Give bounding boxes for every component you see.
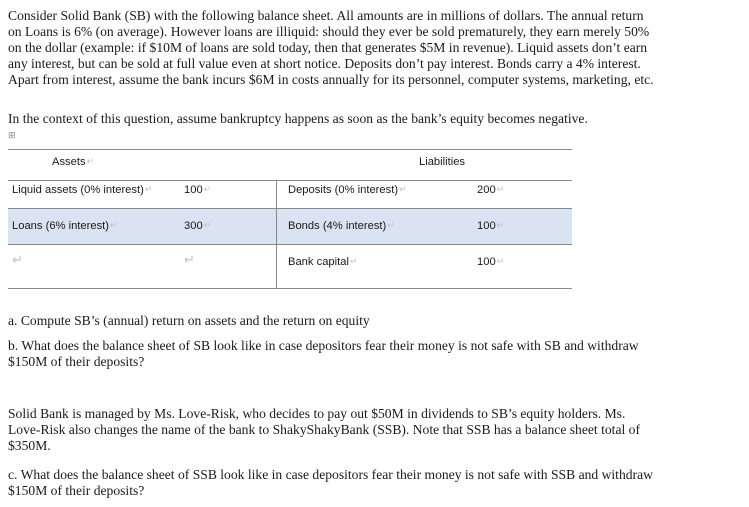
assets-liabilities-divider [276, 181, 277, 289]
question-b-line: $150M of their deposits? [8, 354, 145, 369]
intro-line: Consider Solid Bank (SB) with the following balance sheet. All amounts are in millions of dollars. The annual return [8, 8, 644, 23]
table-row-liability-value: 100↵ [477, 256, 505, 268]
table-row-liability: Bonds (4% interest)↵ [288, 220, 395, 232]
question-c-line: $150M of their deposits? [8, 483, 145, 498]
paragraph-return-icon: ↵ [203, 221, 212, 231]
assets-header: Assets↵ [52, 156, 95, 168]
table-row-asset-value: 300↵ [184, 220, 212, 232]
liabilities-header: Liabilities [419, 156, 466, 168]
table-row-asset-value: 100↵ [184, 184, 212, 196]
table-bottom-rule [8, 288, 572, 289]
balance-sheet-table [8, 143, 572, 289]
intro-line: on Loans is 6% (on average). However loans are illiquid: should they ever be sold prematurely, they earn merely 50% [8, 24, 650, 39]
paragraph-return-icon: ↵ [387, 221, 395, 231]
empty-cell-return-icon: ↵ [184, 253, 195, 268]
paragraph-return-icon: ↵ [86, 157, 95, 167]
paragraph-return-icon: ↵ [349, 257, 358, 267]
intro-line: Apart from interest, assume the bank incurs $6M in costs annually for its personnel, computer systems, marketing, etc. [8, 72, 654, 87]
paragraph-return-icon: ↵ [496, 185, 505, 195]
table-row-liability-value: 200↵ [477, 184, 505, 196]
row-rule [8, 244, 572, 245]
table-top-rule [8, 149, 572, 150]
paragraph-marker-icon: ⊞ [8, 131, 16, 141]
question-b [8, 338, 738, 370]
intro-line: on the dollar (example: if $10M of loans are sold today, then that generates $5M in revenue). Liquid assets don’t earn [8, 40, 648, 55]
table-row-liability: Deposits (0% interest)↵ [288, 184, 407, 196]
empty-cell-return-icon: ↵ [12, 253, 23, 268]
question-c-line: c. What does the balance sheet of SSB look like in case depositors fear their money is not safe with SSB and withdraw [8, 467, 653, 482]
table-row-asset: Loans (6% interest)↵ [12, 220, 118, 232]
paragraph-return-icon: ↵ [496, 257, 505, 267]
paragraph-return-icon: ↵ [399, 185, 407, 195]
table-row-liability-value: 100↵ [477, 220, 505, 232]
paragraph-return-icon: ↵ [203, 185, 212, 195]
row-rule [8, 208, 572, 209]
ssb-paragraph [8, 406, 738, 454]
question-c [8, 467, 738, 499]
header-rule [8, 180, 572, 181]
paragraph-return-icon: ↵ [144, 185, 153, 195]
ssb-line: $350M. [8, 438, 51, 453]
question-a: a. Compute SB’s (annual) return on assets and the return on equity [8, 313, 370, 328]
bankruptcy-note: In the context of this question, assume bankruptcy happens as soon as the bank’s equity becomes negative. [8, 111, 588, 126]
ssb-line: Love-Risk also changes the name of the bank to ShakyShakyBank (SSB). Note that SSB has a balance sheet total of [8, 422, 640, 437]
paragraph-return-icon: ↵ [496, 221, 505, 231]
paragraph-return-icon: ↵ [110, 221, 118, 231]
question-b-line: b. What does the balance sheet of SB look like in case depositors fear their money is not safe with SB and withdraw [8, 338, 639, 353]
table-row-liability: Bank capital↵ [288, 256, 358, 268]
intro-line: any interest, but can be sold at full value even at short notice. Deposits don’t pay interest. Bonds carry a 4% interest. [8, 56, 641, 71]
intro-paragraph [8, 8, 746, 88]
ssb-line: Solid Bank is managed by Ms. Love-Risk, who decides to pay out $50M in dividends to SB’s equity holders. Ms. [8, 406, 626, 421]
table-row-asset: Liquid assets (0% interest)↵ [12, 184, 153, 196]
